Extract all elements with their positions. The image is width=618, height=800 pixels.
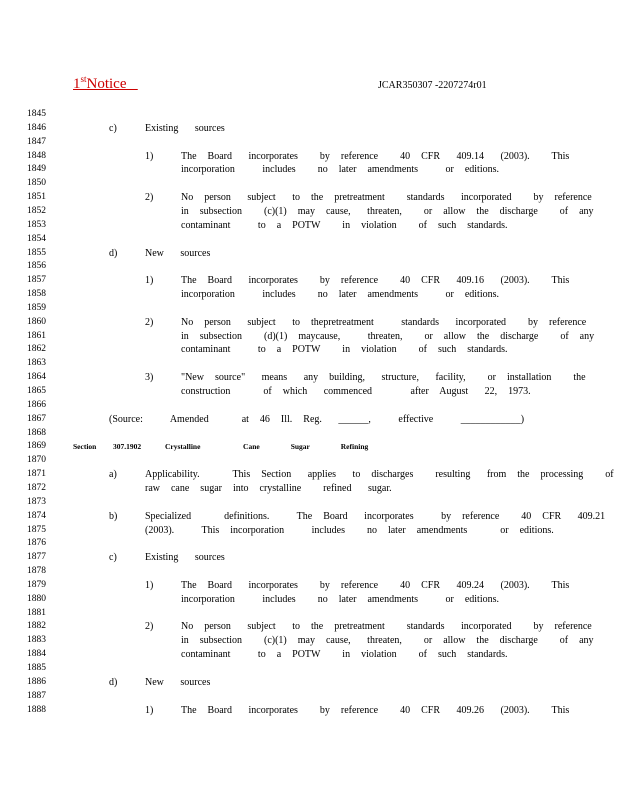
paragraph-text: in subsection (c)(1) may cause, threaten, or allow the discharge of any (181, 205, 594, 217)
paragraph-text: The Board incorporates by reference 40 CFR 409.16 (2003). This (181, 275, 570, 287)
line-number: 1851 (27, 192, 46, 203)
subsection-label: d) (109, 247, 118, 259)
line-number: 1868 (27, 427, 46, 438)
document-line (0, 371, 618, 385)
line-number: 1850 (27, 178, 46, 189)
document-line (0, 150, 618, 164)
paragraph-text: Existing sources (145, 552, 225, 564)
paragraph-text: No person subject to the pretreatment standards incorporated by reference (181, 621, 592, 633)
line-number: 1882 (27, 621, 46, 632)
line-number: 1875 (27, 524, 46, 535)
line-number: 1859 (27, 302, 46, 313)
document-line (0, 440, 618, 454)
document-line (0, 634, 618, 648)
section-label: Section (73, 442, 97, 452)
line-number: 1887 (27, 690, 46, 701)
paragraph-text: New sources (145, 676, 211, 688)
document-line (0, 233, 618, 247)
line-number: 1855 (27, 247, 46, 258)
line-number: 1848 (27, 150, 46, 161)
line-number: 1879 (27, 579, 46, 590)
document-line (0, 274, 618, 288)
paragraph-text: incorporation includes no later amendments or editions. (181, 164, 499, 176)
line-number: 1865 (27, 386, 46, 396)
line-number: 1880 (27, 593, 46, 604)
document-line (0, 676, 618, 690)
paragraph-text: incorporation includes no later amendments or editions. (181, 289, 499, 301)
line-number: 1877 (27, 552, 46, 563)
paragraph-text: in subsection (d)(1) maycause, threaten, or allow the discharge of any (181, 330, 595, 342)
line-number: 1888 (27, 704, 46, 715)
document-line (0, 496, 618, 510)
document-line (0, 662, 618, 676)
subsection-label: a) (109, 469, 117, 481)
line-number: 1866 (27, 399, 46, 410)
line-number: 1871 (27, 469, 46, 480)
document-line (0, 399, 618, 413)
paragraph-text: "New source" means any building, structure, facility, or installation the (181, 372, 586, 384)
document-line (0, 385, 618, 399)
notice-heading: 1stNotice (73, 74, 127, 92)
line-number: 1854 (27, 233, 46, 244)
paragraph-text: New sources (145, 247, 211, 259)
document-line (0, 607, 618, 621)
document-line (0, 482, 618, 496)
paragraph-text: (2003). This incorporation includes no later amendments or editions. (145, 524, 554, 536)
document-line (0, 288, 618, 302)
subsection-label: 2) (145, 316, 154, 328)
document-id: JCAR350307 -2207274r01 (378, 80, 487, 91)
line-number: 1885 (27, 663, 46, 673)
document-line (0, 108, 618, 122)
subsection-label: 1) (145, 704, 154, 716)
document-line (0, 413, 618, 427)
line-number: 1847 (27, 136, 46, 147)
document-line (0, 565, 618, 579)
line-number: 1856 (27, 261, 46, 272)
line-number: 1872 (27, 482, 46, 493)
line-number: 1870 (27, 455, 46, 466)
paragraph-text: The Board incorporates by reference 40 CFR 409.26 (2003). This (181, 704, 570, 716)
document-line (0, 330, 618, 344)
paragraph-text: No person subject to the pretreatment standards incorporated by reference (181, 192, 592, 204)
line-number: 1860 (27, 316, 46, 327)
line-number: 1883 (27, 635, 46, 646)
document-line (0, 510, 618, 524)
line-number: 1845 (27, 109, 46, 119)
document-line (0, 427, 618, 441)
paragraph-text: Existing sources (145, 122, 225, 134)
section-number: 307.1902 (113, 442, 142, 452)
line-number: 1873 (27, 496, 46, 507)
source-note: (Source: Amended at 46 Ill. Reg. ______, effective ____________) (109, 413, 525, 425)
document-line (0, 454, 618, 468)
document-line (0, 579, 618, 593)
paragraph-text: No person subject to thepretreatment standards incorporated by reference (181, 316, 587, 328)
subsection-label: d) (109, 676, 118, 688)
subsection-label: 1) (145, 275, 154, 287)
line-number: 1863 (27, 358, 46, 369)
paragraph-text: in subsection (c)(1) may cause, threaten, or allow the discharge of any (181, 635, 594, 647)
document-line (0, 205, 618, 219)
line-number: 1878 (27, 566, 46, 577)
document-line (0, 648, 618, 662)
paragraph-text: Applicability. This Section applies to discharges resulting from the processing of (145, 469, 614, 481)
line-number: 1861 (27, 330, 46, 341)
document-line (0, 468, 618, 482)
document-line (0, 524, 618, 538)
document-line (0, 343, 618, 357)
subsection-label: 1) (145, 579, 154, 591)
document-line (0, 537, 618, 551)
document-line (0, 551, 618, 565)
paragraph-text: contaminant to a POTW in violation of such standards. (181, 649, 508, 661)
line-number: 1858 (27, 289, 46, 300)
subsection-label: 1) (145, 150, 154, 162)
paragraph-text: incorporation includes no later amendments or editions. (181, 593, 499, 605)
subsection-label: b) (109, 510, 118, 522)
document-line (0, 260, 618, 274)
line-number: 1874 (27, 510, 46, 521)
document-line (0, 247, 618, 261)
document-line (0, 163, 618, 177)
line-number: 1853 (27, 219, 46, 230)
subsection-label: 2) (145, 192, 154, 204)
paragraph-text: contaminant to a POTW in violation of such standards. (181, 344, 508, 356)
document-line (0, 136, 618, 150)
document-line (0, 191, 618, 205)
subsection-label: 3) (145, 372, 154, 384)
document-line (0, 302, 618, 316)
document-line (0, 620, 618, 634)
line-number: 1884 (27, 649, 46, 660)
document-line (0, 593, 618, 607)
line-number: 1864 (27, 372, 46, 383)
line-number: 1849 (27, 164, 46, 175)
paragraph-text: construction of which commenced after August 22, 1973. (181, 386, 531, 397)
subsection-label: c) (109, 122, 117, 134)
line-number: 1867 (27, 413, 46, 424)
section-title: Crystalline Cane Sugar Refining (165, 442, 369, 452)
line-number: 1869 (27, 441, 46, 452)
paragraph-text: Specialized definitions. The Board incorporates by reference 40 CFR 409.21 (145, 510, 606, 522)
line-number: 1846 (27, 122, 46, 133)
paragraph-text: The Board incorporates by reference 40 CFR 409.24 (2003). This (181, 579, 570, 591)
document-line (0, 122, 618, 136)
line-number: 1852 (27, 205, 46, 216)
document-line (0, 690, 618, 704)
line-number: 1862 (27, 344, 46, 355)
line-number: 1876 (27, 538, 46, 549)
document-line (0, 219, 618, 233)
subsection-label: 2) (145, 621, 154, 633)
document-line (0, 704, 618, 718)
document-line (0, 177, 618, 191)
line-number: 1881 (27, 607, 46, 618)
line-number: 1857 (27, 275, 46, 286)
document-line (0, 357, 618, 371)
paragraph-text: raw cane sugar into crystalline refined sugar. (145, 482, 392, 494)
paragraph-text: The Board incorporates by reference 40 CFR 409.14 (2003). This (181, 150, 570, 162)
line-number: 1886 (27, 676, 46, 687)
document-line (0, 316, 618, 330)
subsection-label: c) (109, 552, 117, 564)
paragraph-text: contaminant to a POTW in violation of such standards. (181, 219, 508, 231)
